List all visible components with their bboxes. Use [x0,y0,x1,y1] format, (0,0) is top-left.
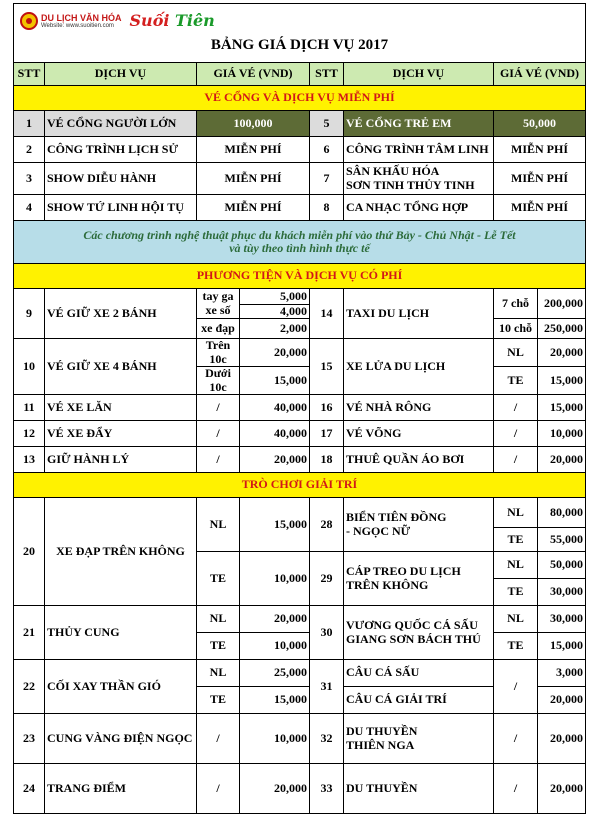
service-name-line: SƠN TINH THỦY TINH [346,177,475,192]
ticket-type: / [197,395,240,421]
stt: 30 [310,606,344,660]
service-price: 20,000 [538,764,586,814]
stt: 18 [310,447,344,473]
table-row [14,137,586,163]
ticket-type: TE [197,552,240,606]
service-name: VÉ CỔNG TRẺ EM [344,111,494,137]
service-price: 5,000 [240,289,310,305]
service-price: 250,000 [538,319,586,339]
type-line: Trên [205,338,231,353]
service-price: 15,000 [538,395,586,421]
brand-word-1: Suối [129,11,170,31]
table-row [14,498,586,528]
ticket-type: NL [197,606,240,633]
ticket-type [197,367,240,395]
service-price: 40,000 [240,421,310,447]
service-name [344,714,494,764]
ticket-type: / [494,395,538,421]
service-name: THUÊ QUẦN ÁO BƠI [344,447,494,473]
type-line: tay ga [202,289,234,304]
service-name: SHOW TỨ LINH HỘI TỤ [45,195,197,221]
service-price: 200,000 [538,289,586,319]
service-name [344,606,494,660]
service-name: GIỮ HÀNH LÝ [45,447,197,473]
table-row [14,111,586,137]
note-line-1: Các chương trình nghệ thuật phục du khách miễn phí vào thứ Bảy - Chủ Nhật - Lễ Tết [83,227,516,242]
note-row [14,221,586,264]
ticket-type: 7 chỗ [494,289,538,319]
sheet-header [14,4,586,63]
service-price: 4,000 [240,305,310,319]
service-name-line: CÁP TREO DU LỊCH [346,564,461,579]
stt: 24 [14,764,45,814]
ticket-type: NL [494,606,538,633]
stt: 33 [310,764,344,814]
service-name: VÉ CỔNG NGƯỜI LỚN [45,111,197,137]
logo-emblem-icon [20,12,38,30]
ticket-type: / [197,421,240,447]
service-name: TRANG ĐIỂM [45,764,197,814]
service-price: 55,000 [538,528,586,552]
stt: 10 [14,339,45,395]
ticket-type: TE [494,367,538,395]
service-price: MIỄN PHÍ [494,137,586,163]
col-stt-left: STT [14,63,45,86]
table-row [14,395,586,421]
ticket-type: / [197,714,240,764]
service-name: VÉ GIỮ XE 2 BÁNH [45,289,197,339]
stt: 9 [14,289,45,339]
service-name: CÂU CÁ SẤU [344,660,494,687]
note [14,221,586,264]
service-price: MIỄN PHÍ [494,195,586,221]
service-price: 25,000 [240,660,310,687]
stt: 8 [310,195,344,221]
ticket-type: TE [494,633,538,660]
service-name-line: TRÊN KHÔNG [346,577,429,592]
table-row [14,714,586,764]
service-name: TAXI DU LỊCH [344,289,494,339]
ticket-type: TE [494,528,538,552]
ticket-type: / [494,714,538,764]
ticket-type: NL [494,498,538,528]
section-vehicles: PHƯƠNG TIỆN VÀ DỊCH VỤ CÓ PHÍ [14,264,586,289]
stt: 13 [14,447,45,473]
col-stt-right: STT [310,63,344,86]
type-line: 10c [209,379,227,394]
ticket-type [197,339,240,367]
ticket-type: / [494,447,538,473]
table-row [14,660,586,687]
service-name: CÂU CÁ GIẢI TRÍ [344,687,494,714]
service-name: THỦY CUNG [45,606,197,660]
service-name-line: THIÊN NGA [346,737,415,752]
service-price: 50,000 [494,111,586,137]
table-row [14,195,586,221]
service-name: DU THUYỀN [344,764,494,814]
ticket-type: / [197,764,240,814]
stt: 1 [14,111,45,137]
stt: 29 [310,552,344,606]
service-price: MIỄN PHÍ [197,195,310,221]
logo-name: DU LỊCH VĂN HÓA [41,12,122,23]
logo [20,7,215,35]
service-name: CUNG VÀNG ĐIỆN NGỌC [45,714,197,764]
service-name-line: - NGỌC NỮ [346,523,411,538]
service-name-line: SÂN KHẤU HÓA [346,164,440,179]
stt: 2 [14,137,45,163]
service-price: 20,000 [240,339,310,367]
stt: 7 [310,163,344,195]
service-name: VÉ VÕNG [344,421,494,447]
service-name [344,163,494,195]
service-name: CỐI XAY THẦN GIÓ [45,660,197,714]
type-line: 10c [209,351,227,366]
brand-word-2: Tiên [175,11,215,31]
col-price-left: GIÁ VÉ (VND) [197,63,310,86]
stt: 32 [310,714,344,764]
service-name: XE LỬA DU LỊCH [344,339,494,395]
service-name [344,552,494,606]
table-row [14,764,586,814]
stt: 23 [14,714,45,764]
section-games: TRÒ CHƠI GIẢI TRÍ [14,473,586,498]
stt: 21 [14,606,45,660]
ticket-type: NL [494,552,538,579]
service-price: 10,000 [240,714,310,764]
col-price-right: GIÁ VÉ (VND) [494,63,586,86]
table-row [14,289,586,305]
service-price: 80,000 [538,498,586,528]
service-price: 10,000 [240,633,310,660]
stt: 14 [310,289,344,339]
page-title: BẢNG GIÁ DỊCH VỤ 2017 [210,37,389,53]
service-price: 20,000 [538,687,586,714]
ticket-type: NL [197,660,240,687]
ticket-type: 10 chỗ [494,319,538,339]
service-name: VÉ NHÀ RÔNG [344,395,494,421]
service-price: 40,000 [240,395,310,421]
ticket-type: NL [494,339,538,367]
service-price: 20,000 [538,339,586,367]
service-price: MIỄN PHÍ [197,137,310,163]
stt: 11 [14,395,45,421]
ticket-type: / [494,421,538,447]
service-name: CA NHẠC TỔNG HỢP [344,195,494,221]
service-price: 20,000 [240,764,310,814]
service-price: 20,000 [240,447,310,473]
service-name-line: VƯƠNG QUỐC CÁ SẤU [346,618,478,633]
stt: 28 [310,498,344,552]
service-price: 10,000 [538,421,586,447]
service-name-line: DU THUYỀN [346,724,418,739]
service-price: 3,000 [538,660,586,687]
price-table [13,3,586,814]
service-price: 30,000 [538,606,586,633]
stt: 20 [14,498,45,606]
service-name: VÉ XE LĂN [45,395,197,421]
stt: 16 [310,395,344,421]
stt: 12 [14,421,45,447]
service-price: 15,000 [538,633,586,660]
service-name: XE ĐẠP TRÊN KHÔNG [45,498,197,606]
service-price: 20,000 [240,606,310,633]
ticket-type: TE [197,633,240,660]
service-price: 15,000 [240,687,310,714]
stt: 17 [310,421,344,447]
brand-logo [130,12,215,30]
note-line-2: và tùy theo tình hình thực tế [229,241,370,255]
table-row [14,339,586,367]
ticket-type: / [197,447,240,473]
stt: 6 [310,137,344,163]
type-line: xe số [205,302,231,317]
col-service-left: DỊCH VỤ [45,63,197,86]
service-price: 10,000 [240,552,310,606]
service-name: VÉ GIỮ XE 4 BÁNH [45,339,197,395]
service-name-line: BIỂN TIÊN ĐỒNG [346,510,447,525]
service-name: SHOW DIỄU HÀNH [45,163,197,195]
service-price: 20,000 [538,714,586,764]
service-name: CÔNG TRÌNH TÂM LINH [344,137,494,163]
column-header-row [14,63,586,86]
service-price: 20,000 [538,447,586,473]
service-name: VÉ XE ĐẨY [45,421,197,447]
service-price: MIỄN PHÍ [197,163,310,195]
ticket-type: xe đạp [197,319,240,339]
stt: 4 [14,195,45,221]
stt: 31 [310,660,344,714]
service-price: 2,000 [240,319,310,339]
stt: 5 [310,111,344,137]
ticket-type: / [494,764,538,814]
service-price: 15,000 [240,498,310,552]
ticket-type: TE [197,687,240,714]
table-row [14,163,586,195]
service-name: CÔNG TRÌNH LỊCH SỬ [45,137,197,163]
type-line: Dưới [205,366,231,381]
ticket-type: / [494,660,538,714]
ticket-type [197,289,240,319]
service-price: 15,000 [240,367,310,395]
service-price: 100,000 [197,111,310,137]
service-price: 50,000 [538,552,586,579]
table-row [14,606,586,633]
service-price: 15,000 [538,367,586,395]
col-service-right: DỊCH VỤ [344,63,494,86]
service-name [344,498,494,552]
table-row [14,421,586,447]
stt: 22 [14,660,45,714]
service-price: MIỄN PHÍ [494,163,586,195]
ticket-type: NL [197,498,240,552]
service-price: 30,000 [538,579,586,606]
section-free: VÉ CỔNG VÀ DỊCH VỤ MIỄN PHÍ [14,86,586,111]
stt: 3 [14,163,45,195]
service-name-line: GIANG SƠN BÁCH THÚ [346,631,481,646]
logo-site: Website: www.suoitien.com [41,22,114,29]
table-row [14,447,586,473]
stt: 15 [310,339,344,395]
ticket-type: TE [494,579,538,606]
